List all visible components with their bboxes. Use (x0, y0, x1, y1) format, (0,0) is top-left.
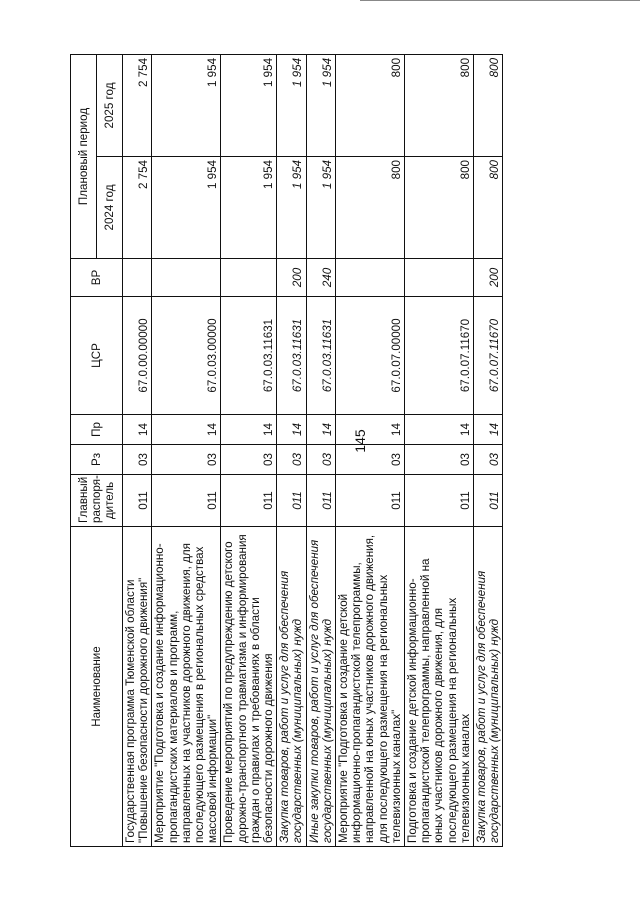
cell-pr: 14 (405, 415, 474, 445)
cell-vr: 200 (474, 259, 503, 297)
cell-csr: 67.0.07.11670 (405, 297, 474, 415)
table-row (306, 54, 335, 846)
cell-vr (123, 259, 152, 297)
cell-2025: 1 954 (277, 54, 306, 156)
cell-2025: 800 (336, 54, 405, 156)
cell-2025: 1 954 (221, 54, 277, 156)
cell-2025: 2 754 (123, 54, 152, 156)
cell-name: Государственная программа Тюменской области "Повышение безопасности дорожного движения" (123, 527, 152, 847)
cell-vr: 200 (277, 259, 306, 297)
cell-csr: 67.0.00.00000 (123, 297, 152, 415)
cell-vr: 240 (306, 259, 335, 297)
cell-rz: 03 (306, 445, 335, 475)
cell-admin: 011 (277, 475, 306, 527)
cell-admin: 011 (123, 475, 152, 527)
cell-2025: 1 954 (306, 54, 335, 156)
cell-rz: 03 (336, 445, 405, 475)
header-vr: ВР (71, 259, 123, 297)
cell-rz: 03 (221, 445, 277, 475)
cell-pr: 14 (123, 415, 152, 445)
scan-edge (360, 0, 640, 1)
table-row (277, 54, 306, 846)
cell-csr: 67.0.03.11631 (221, 297, 277, 415)
header-pr: Пр (71, 415, 123, 445)
cell-name: Мероприятие "Подготовка и создание информационно-пропагандистских материалов и программ, направленных на участников дорожного движения, для последующего размещения в региональных средствах массовой информации" (152, 527, 221, 847)
cell-2024: 2 754 (123, 157, 152, 259)
cell-name: Закупка товаров, работ и услуг для обеспечения государственных (муниципальных) нужд (474, 527, 503, 847)
cell-vr (152, 259, 221, 297)
header-rz: Рз (71, 445, 123, 475)
cell-2025: 1 954 (152, 54, 221, 156)
cell-name: Мероприятие "Подготовка и создание детской информационно-пропагандистской телепрограммы, направленной на юных участников дорожного движения, для последующего размещения на региональных телевизионных каналах" (336, 527, 405, 847)
cell-rz: 03 (152, 445, 221, 475)
header-planned-period: Плановый период (71, 54, 97, 258)
cell-admin: 011 (306, 475, 335, 527)
cell-2024: 1 954 (306, 157, 335, 259)
cell-pr: 14 (221, 415, 277, 445)
cell-pr: 14 (474, 415, 503, 445)
table-row (152, 54, 221, 846)
cell-csr: 67.0.03.00000 (152, 297, 221, 415)
table-row (474, 54, 503, 846)
cell-2024: 800 (405, 157, 474, 259)
budget-table (70, 54, 503, 847)
header-admin: Главный распоря-дитель (71, 475, 123, 527)
cell-admin: 011 (405, 475, 474, 527)
cell-admin: 011 (152, 475, 221, 527)
cell-2024: 800 (336, 157, 405, 259)
cell-name: Иные закупки товаров, работ и услуг для обеспечения государственных (муниципальных) нужд (306, 527, 335, 847)
cell-name: Проведение мероприятий по предупреждению детского дорожно-транспортного травматизма и информирования граждан о правилах и требованиях в области безопасности дорожного движения (221, 527, 277, 847)
cell-2024: 1 954 (152, 157, 221, 259)
cell-vr (336, 259, 405, 297)
cell-csr: 67.0.07.00000 (336, 297, 405, 415)
cell-2024: 1 954 (277, 157, 306, 259)
cell-csr: 67.0.07.11670 (474, 297, 503, 415)
cell-csr: 67.0.03.11631 (277, 297, 306, 415)
cell-rz: 03 (474, 445, 503, 475)
cell-pr: 14 (336, 415, 405, 445)
cell-rz: 03 (277, 445, 306, 475)
cell-admin: 011 (474, 475, 503, 527)
header-2025: 2025 год (97, 54, 123, 156)
cell-csr: 67.0.03.11631 (306, 297, 335, 415)
table-row (336, 54, 405, 846)
cell-admin: 011 (221, 475, 277, 527)
cell-pr: 14 (306, 415, 335, 445)
cell-rz: 03 (405, 445, 474, 475)
cell-2024: 800 (474, 157, 503, 259)
cell-name: Подготовка и создание детской информационно-пропагандистской телепрограммы, направленной на юных участников дорожного движения, для последующего размещения на региональных телевизионных каналах (405, 527, 474, 847)
table-row (123, 54, 152, 846)
cell-vr (221, 259, 277, 297)
cell-2025: 800 (474, 54, 503, 156)
cell-2025: 800 (405, 54, 474, 156)
cell-rz: 03 (123, 445, 152, 475)
budget-table-container (70, 55, 640, 875)
cell-vr (405, 259, 474, 297)
cell-name: Закупка товаров, работ и услуг для обеспечения государственных (муниципальных) нужд (277, 527, 306, 847)
cell-admin: 011 (336, 475, 405, 527)
cell-pr: 14 (277, 415, 306, 445)
cell-2024: 1 954 (221, 157, 277, 259)
header-2024: 2024 год (97, 157, 123, 259)
page-number: 145 (352, 429, 368, 453)
cell-pr: 14 (152, 415, 221, 445)
table-row (405, 54, 474, 846)
header-csr: ЦСР (71, 297, 123, 415)
table-row (221, 54, 277, 846)
header-name: Наименование (71, 527, 123, 847)
